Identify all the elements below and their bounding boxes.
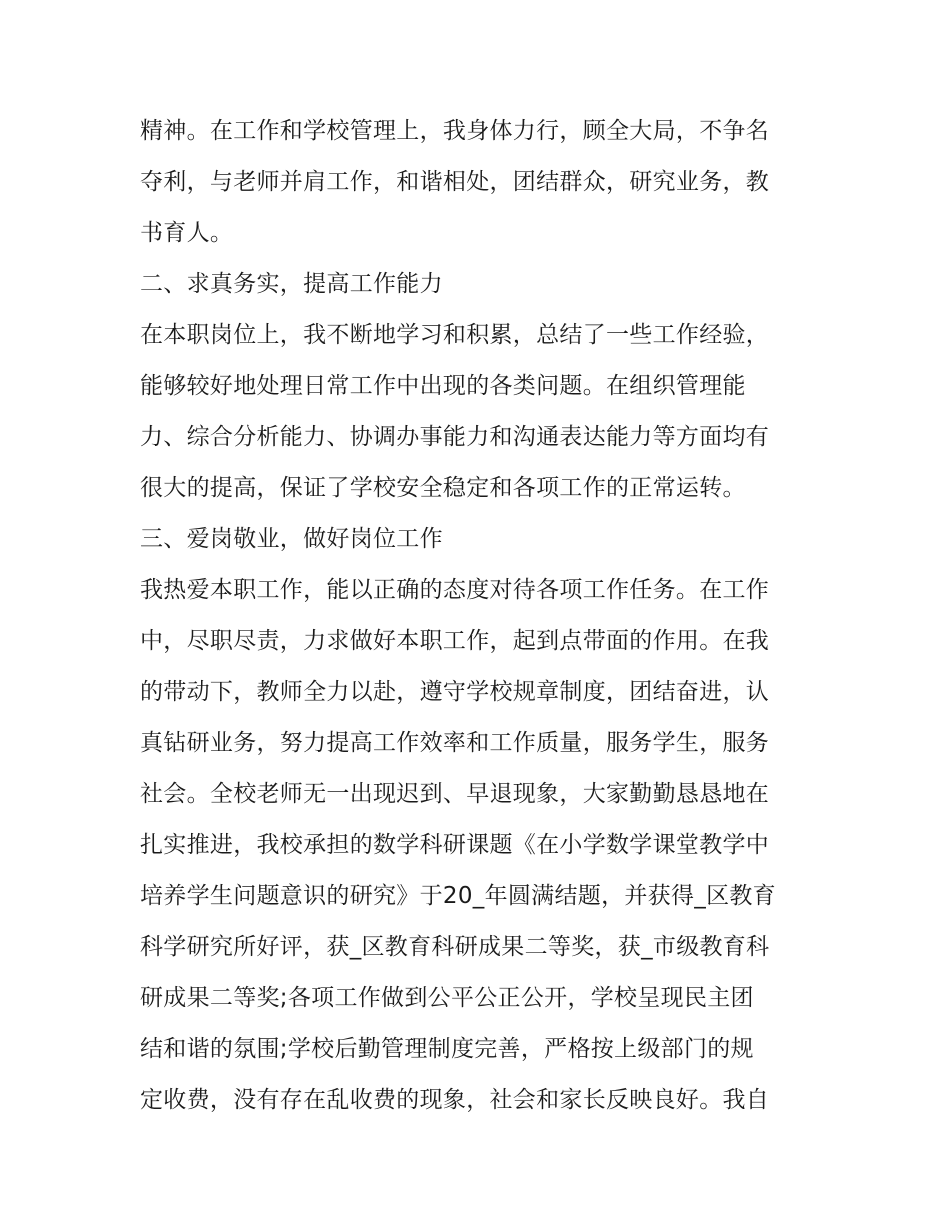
text-line: 结和谐的氛围;学校后勤管理制度完善，严格按上级部门的规 bbox=[140, 1036, 754, 1062]
text-line: 扎实推进，我校承担的数学科研课题《在小学数学课堂教学中 bbox=[140, 832, 770, 858]
text-line: 培养学生问题意识的研究》于20_年圆满结题，并获得_区教育 bbox=[140, 883, 776, 909]
text-line: 精神。在工作和学校管理上，我身体力行，顾全大局，不争名 bbox=[140, 118, 770, 144]
text-line: 力、综合分析能力、协调办事能力和沟通表达能力等方面均有 bbox=[140, 424, 770, 450]
text-line: 能够较好地处理日常工作中出现的各类问题。在组织管理能 bbox=[140, 373, 746, 399]
text-line: 我热爱本职工作，能以正确的态度对待各项工作任务。在工作 bbox=[140, 577, 770, 603]
text-line: 在本职岗位上，我不断地学习和积累，总结了一些工作经验， bbox=[140, 322, 770, 348]
text-line: 夺利，与老师并肩工作，和谐相处，团结群众，研究业务，教 bbox=[140, 169, 770, 195]
text-line: 真钻研业务，努力提高工作效率和工作质量，服务学生，服务 bbox=[140, 730, 770, 756]
section-heading: 二、求真务实，提高工作能力 bbox=[140, 271, 443, 297]
document-body bbox=[140, 106, 820, 1126]
text-line: 中，尽职尽责，力求做好本职工作，起到点带面的作用。在我 bbox=[140, 628, 770, 654]
section-heading: 三、爱岗敬业，做好岗位工作 bbox=[140, 526, 443, 552]
text-line: 研成果二等奖;各项工作做到公平公正公开，学校呈现民主团 bbox=[140, 985, 754, 1011]
text-line: 科学研究所好评，获_区教育科研成果二等奖，获_市级教育科 bbox=[140, 934, 770, 960]
text-line: 的带动下，教师全力以赴，遵守学校规章制度，团结奋进，认 bbox=[140, 679, 770, 705]
text-line: 书育人。 bbox=[140, 220, 234, 246]
text-line: 社会。全校老师无一出现迟到、早退现象，大家勤勤恳恳地在 bbox=[140, 781, 770, 807]
text-line: 定收费，没有存在乱收费的现象，社会和家长反映良好。我自 bbox=[140, 1087, 770, 1113]
text-line: 很大的提高，保证了学校安全稳定和各项工作的正常运转。 bbox=[140, 475, 746, 501]
